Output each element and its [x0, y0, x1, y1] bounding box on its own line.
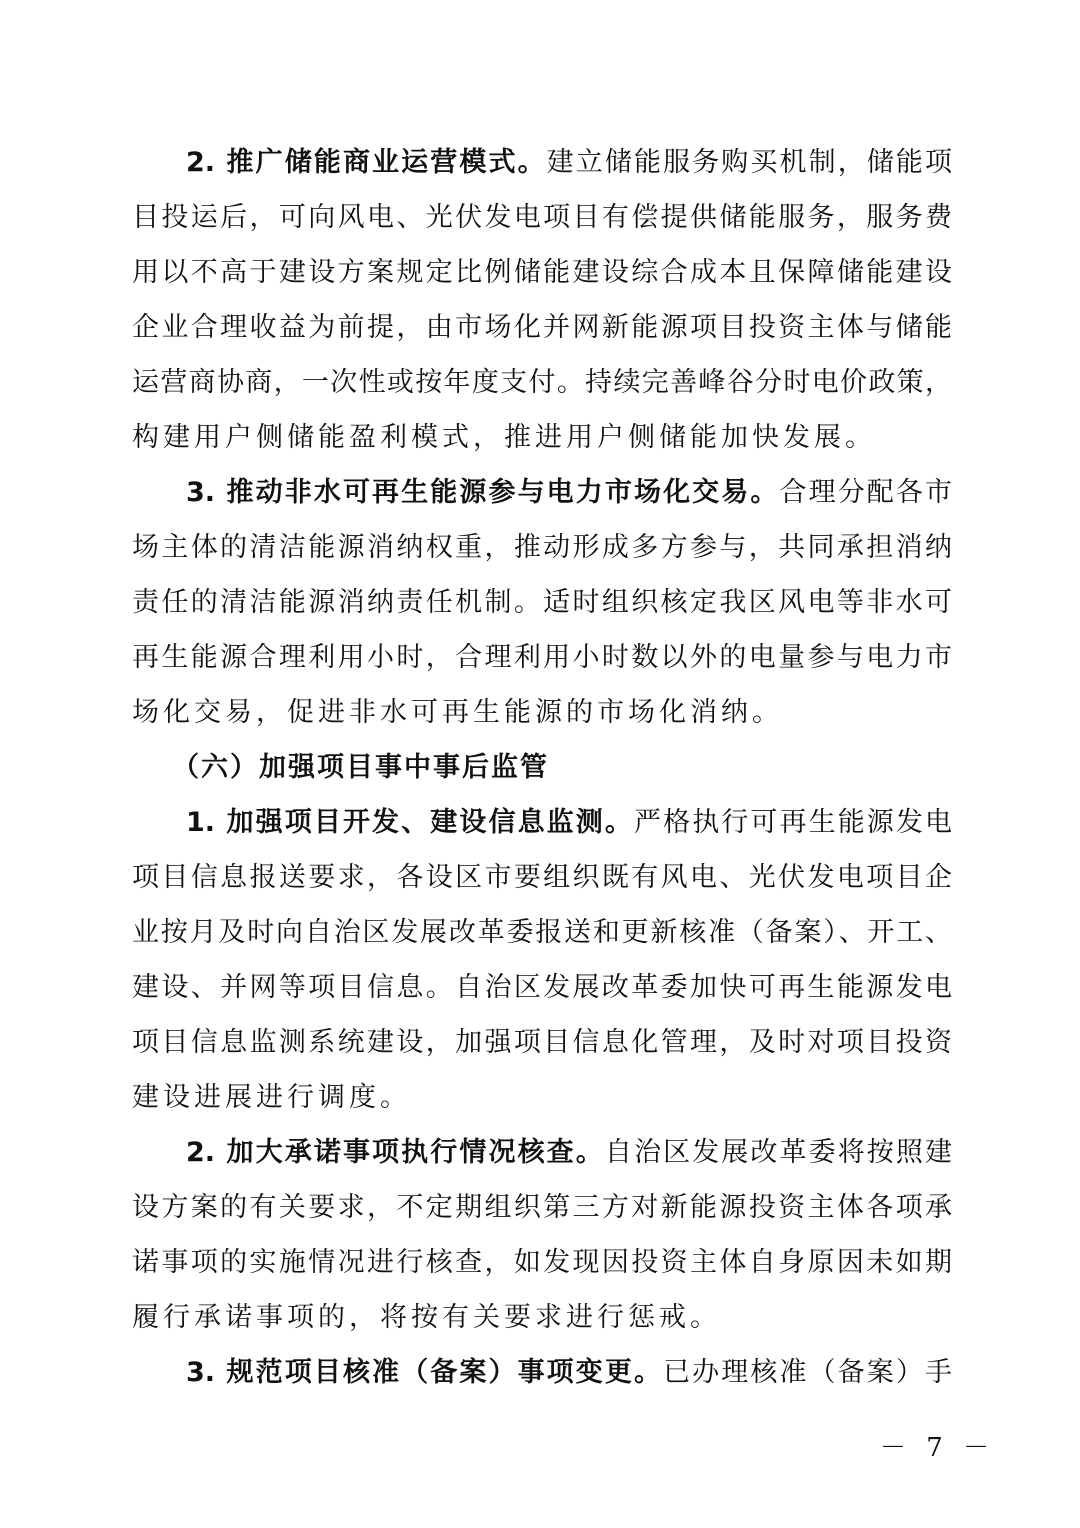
paragraph-1-line-3: 用以不高于建设方案规定比例储能建设综合成本且保障储能建设 [132, 257, 952, 288]
paragraph-5-line-1 [186, 1351, 952, 1395]
paragraph-1-line-5: 运营商协商，一次性或按年度支付。持续完善峰谷分时电价政策， [132, 367, 952, 398]
paragraph-2-heading: 3. 推动非水可再生能源参与电力市场化交易。 [186, 477, 780, 508]
paragraph-4-line-1 [186, 1131, 952, 1175]
paragraph-4-heading: 2. 加大承诺事项执行情况核查。 [186, 1137, 605, 1168]
paragraph-1-text: 建立储能服务购买机制，储能项 [546, 147, 952, 178]
paragraph-2-line-5: 场化交易，促进非水可再生能源的市场化消纳。 [132, 697, 783, 728]
paragraph-1-line-1 [186, 141, 952, 185]
paragraph-3-heading: 1. 加强项目开发、建设信息监测。 [186, 807, 634, 838]
paragraph-3-line-3: 业按月及时向自治区发展改革委报送和更新核准（备案）、开工、 [132, 917, 952, 948]
paragraph-4-line-3: 诺事项的实施情况进行核查，如发现因投资主体自身原因未如期 [132, 1247, 952, 1278]
paragraph-3-line-2: 项目信息报送要求，各设区市要组织既有风电、光伏发电项目企 [132, 862, 952, 893]
paragraph-1-heading: 2. 推广储能商业运营模式。 [186, 147, 547, 178]
paragraph-5-heading: 3. 规范项目核准（备案）事项变更。 [186, 1357, 664, 1388]
paragraph-2-text: 合理分配各市 [779, 477, 952, 508]
page-number: － 7 － [880, 1433, 996, 1463]
paragraph-4-line-4: 履行承诺事项的，将按有关要求进行惩戒。 [132, 1302, 721, 1333]
paragraph-2-line-3: 责任的清洁能源消纳责任机制。适时组织核定我区风电等非水可 [132, 587, 952, 618]
paragraph-1-line-6: 构建用户侧储能盈利模式，推进用户侧储能加快发展。 [132, 422, 876, 453]
paragraph-3-line-1 [186, 801, 952, 845]
section-heading: （六）加强项目事中事后监管 [172, 752, 549, 783]
paragraph-1-line-2: 目投运后，可向风电、光伏发电项目有偿提供储能服务，服务费 [132, 202, 952, 233]
paragraph-2-line-1 [186, 471, 952, 515]
paragraph-3-line-4: 建设、并网等项目信息。自治区发展改革委加快可再生能源发电 [132, 972, 952, 1003]
paragraph-3-line-5: 项目信息监测系统建设，加强项目信息化管理，及时对项目投资 [132, 1027, 952, 1058]
paragraph-2-line-2: 场主体的清洁能源消纳权重，推动形成多方参与，共同承担消纳 [132, 532, 952, 563]
paragraph-4-text: 自治区发展改革委将按照建 [604, 1137, 952, 1168]
paragraph-2-line-4: 再生能源合理利用小时，合理利用小时数以外的电量参与电力市 [132, 642, 952, 673]
paragraph-5-text: 已办理核准（备案）手 [663, 1357, 952, 1388]
paragraph-3-text: 严格执行可再生能源发电 [633, 807, 953, 838]
paragraph-3-line-6: 建设进展进行调度。 [132, 1082, 411, 1113]
paragraph-1-line-4: 企业合理收益为前提，由市场化并网新能源项目投资主体与储能 [132, 312, 952, 343]
paragraph-4-line-2: 设方案的有关要求，不定期组织第三方对新能源投资主体各项承 [132, 1192, 952, 1223]
